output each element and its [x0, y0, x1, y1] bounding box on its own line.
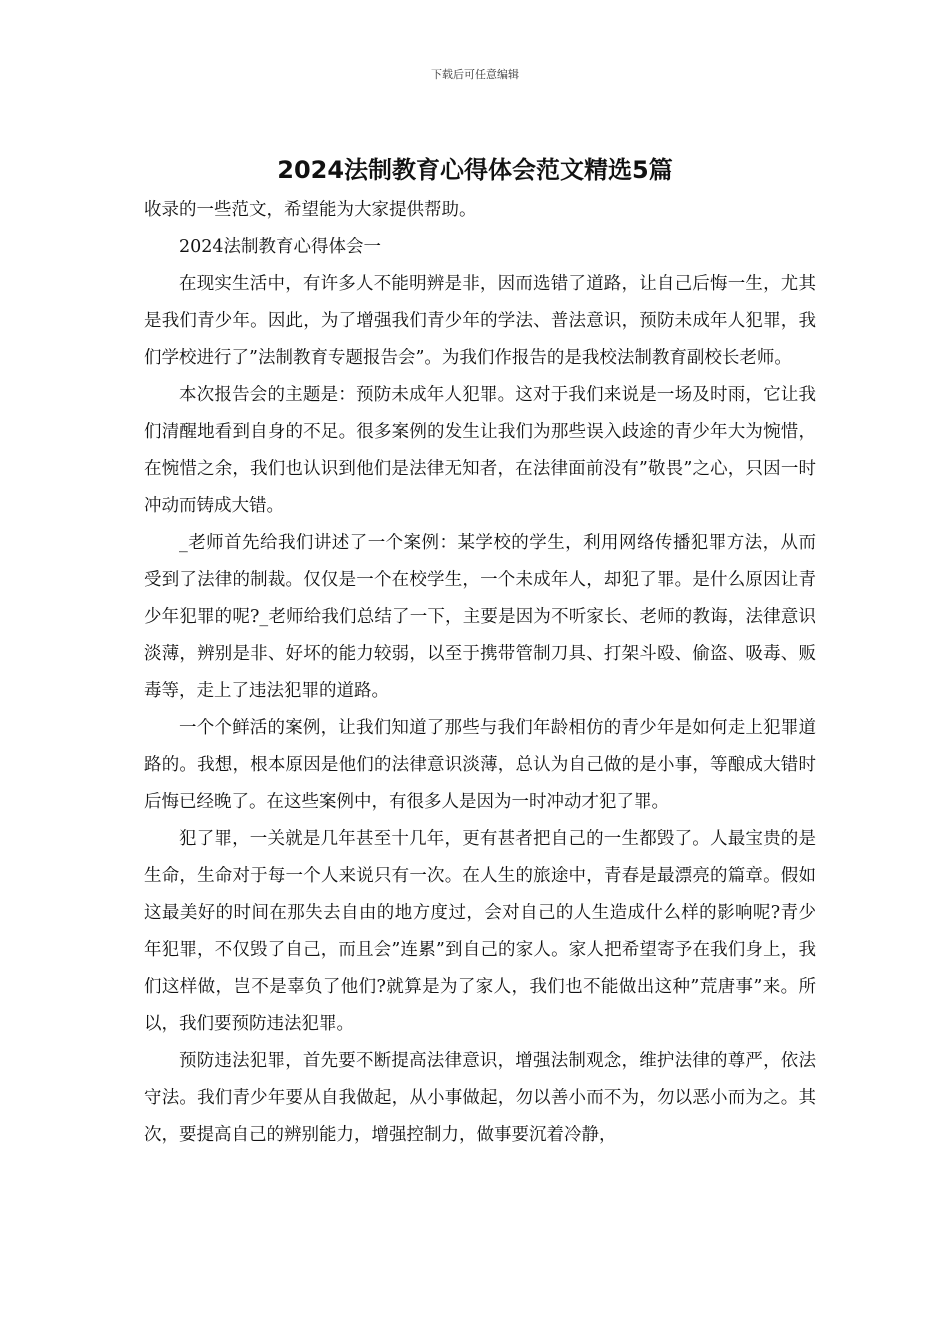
- document-body: [144, 192, 816, 1154]
- document-title: 2024法制教育心得体会范文精选5篇: [277, 156, 673, 184]
- paragraph: 预防违法犯罪，首先要不断提高法律意识，增强法制观念，维护法律的尊严，依法守法。我们青少年要从自我做起，从小事做起，勿以善小而不为，勿以恶小而为之。其次，要提高自己的辨别能力，增强控制力，做事要沉着冷静，: [144, 1051, 816, 1145]
- section-heading: 2024法制教育心得体会一: [179, 237, 382, 257]
- paragraph: 在现实生活中，有许多人不能明辨是非，因而选错了道路，让自己后悔一生，尤其是我们青少年。因此，为了增强我们青少年的学法、普法意识，预防未成年人犯罪，我们学校进行了”法制教育专题报告会”。为我们作报告的是我校法制教育副校长老师。: [144, 274, 816, 368]
- paragraph: 一个个鲜活的案例，让我们知道了那些与我们年龄相仿的青少年是如何走上犯罪道路的。我想，根本原因是他们的法律意识淡薄，总认为自己做的是小事，等酿成大错时后悔已经晚了。在这些案例中，有很多人是因为一时冲动才犯了罪。: [144, 718, 816, 812]
- header-note: 下载后可任意编辑: [431, 68, 519, 81]
- paragraph-intro: 收录的一些范文，希望能为大家提供帮助。: [144, 200, 477, 220]
- paragraph: _老师首先给我们讲述了一个案例：某学校的学生，利用网络传播犯罪方法，从而受到了法律的制裁。仅仅是一个在校学生，一个未成年人，却犯了罪。是什么原因让青少年犯罪的呢?_老师给我们总结了一下，主要是因为不听家长、老师的教诲，法律意识淡薄，辨别是非、好坏的能力较弱，以至于携带管制刀具、打架斗殴、偷盗、吸毒、贩毒等，走上了违法犯罪的道路。: [144, 533, 816, 701]
- paragraph: 本次报告会的主题是：预防未成年人犯罪。这对于我们来说是一场及时雨，它让我们清醒地看到自身的不足。很多案例的发生让我们为那些误入歧途的青少年大为惋惜，在惋惜之余，我们也认识到他们是法律无知者，在法律面前没有”敬畏”之心，只因一时冲动而铸成大错。: [144, 385, 816, 516]
- paragraph: 犯了罪，一关就是几年甚至十几年，更有甚者把自己的一生都毁了。人最宝贵的是生命，生命对于每一个人来说只有一次。在人生的旅途中，青春是最漂亮的篇章。假如这最美好的时间在那失去自由的地方度过，会对自己的人生造成什么样的影响呢?青少年犯罪，不仅毁了自己，而且会”连累”到自己的家人。家人把希望寄予在我们身上，我们这样做，岂不是辜负了他们?就算是为了家人，我们也不能做出这种”荒唐事”来。所以，我们要预防违法犯罪。: [144, 829, 816, 1034]
